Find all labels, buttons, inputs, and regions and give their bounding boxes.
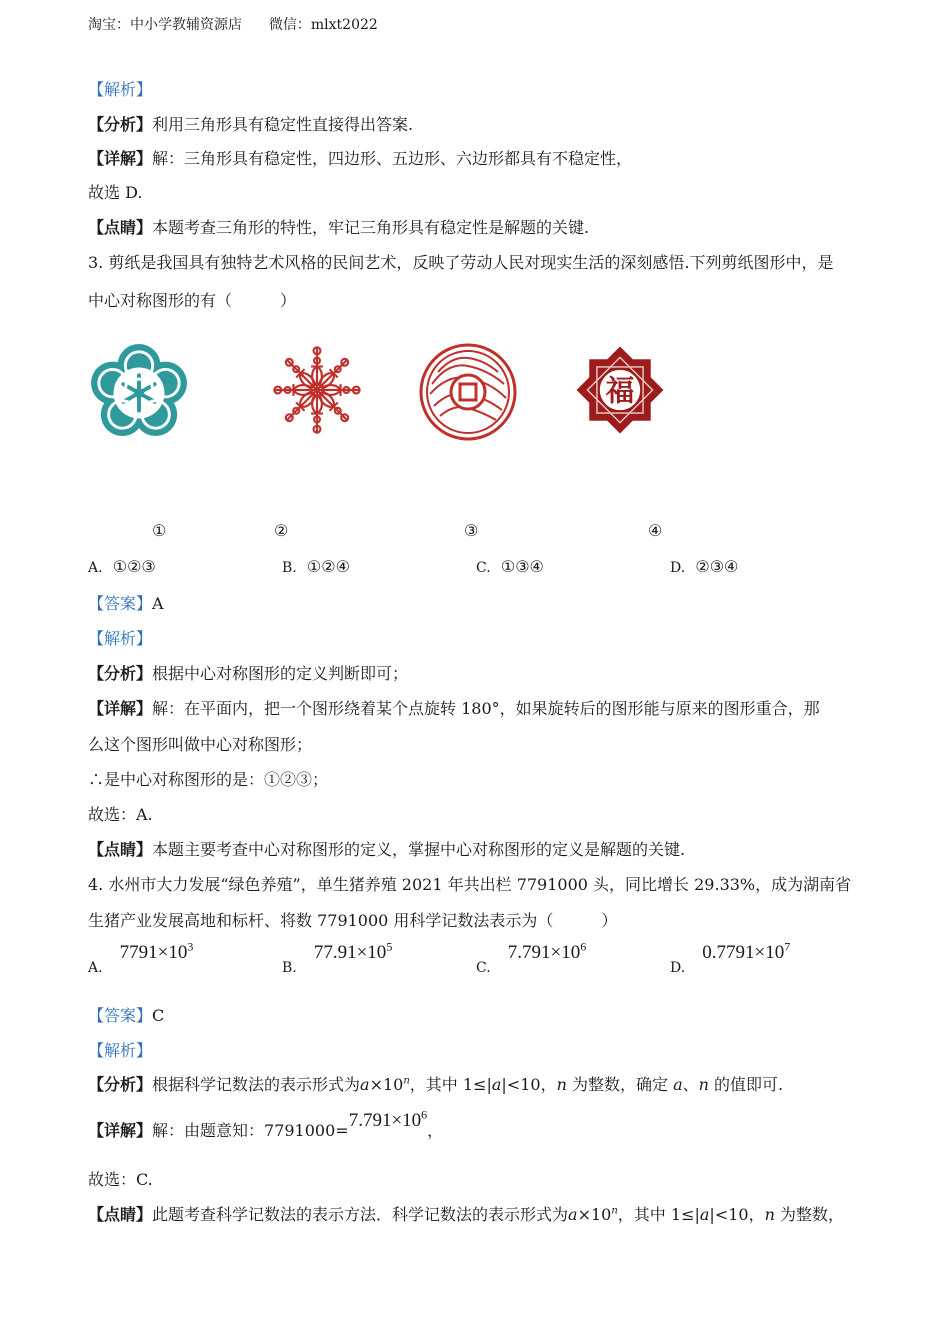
q3-xiangjie-line1: 【详解】解：在平面内，把一个图形绕着某个点旋转 180°，如果旋转后的图形能与原来的图形重合，那 [88, 699, 820, 718]
fig-label-2: ② [274, 521, 289, 540]
q2-dianjing [88, 215, 589, 238]
fu-character-paper-cut-icon [572, 342, 668, 438]
q3-dianjing: 【点睛】本题主要考查中心对称图形的定义，掌握中心对称图形的定义是解题的关键. [88, 840, 686, 859]
q3-xiangjie-line2: 么这个图形叫做中心对称图形； [88, 735, 313, 754]
q3-fenxi: 【分析】根据中心对称图形的定义判断即可； [88, 664, 409, 683]
q4-xiangjie: 【详解】解：由题意知：$7791000=7.791\times 10^6$， [88, 1108, 444, 1141]
q4-option-b: B. $77.91\times 10^5$ [282, 940, 393, 977]
snowflake-paper-cut-icon [268, 340, 366, 440]
q4-option-d: D. $0.7791\times 10^7$ [670, 940, 791, 977]
dianjing-text: 本题考查三角形的特性，牢记三角形具有稳定性是解题的关键. [152, 218, 590, 237]
q4-fenxi: 【分析】根据科学记数法的表示形式为$a\times 10^n$，其中 1≤|a|<10，n 为整数，确定 a、n 的值即可. [88, 1075, 784, 1094]
q3-option-a: A. ①②③ [88, 557, 156, 576]
q3-option-c: C. ①③④ [476, 557, 544, 576]
q3-stem-line1: 3. 剪纸是我国具有独特艺术风格的民间艺术，反映了劳动人民对现实生活的深刻感悟.下列剪纸图形中，是 [88, 253, 834, 272]
fu-character: 福 [605, 373, 635, 408]
round-coin-paper-cut-icon [418, 342, 518, 442]
q2-choice: 故选 D. [88, 183, 143, 202]
q4-choice: 故选：C. [88, 1170, 153, 1189]
xiangjie-text: 解：三角形具有稳定性，四边形、五边形、六边形都具有不稳定性， [152, 149, 633, 168]
q4-answer: 【答案】C [88, 1006, 165, 1025]
q3-option-b: B. ①②④ [282, 557, 350, 576]
fenxi-tag: 【分析】 [88, 115, 153, 134]
q3-option-d: D. ②③④ [670, 557, 739, 576]
q2-analysis-tag: 【解析】 [88, 80, 153, 99]
q3-therefore: ∴是中心对称图形的是：①②③； [88, 770, 329, 789]
shop-name: 淘宝：中小学教辅资源店 [88, 17, 242, 33]
q2-xiangjie [88, 146, 632, 169]
plum-blossom-paper-cut-icon [90, 344, 188, 438]
q4-option-a: A. $7791\times 10^3$ [88, 940, 194, 977]
q3-stem-line2: 中心对称图形的有（ ） [88, 291, 297, 310]
wechat-id: 微信：mlxt2022 [268, 17, 378, 33]
answer-value: A [152, 594, 164, 613]
q4-stem-line2: 生猪产业发展高地和标杆、将数 7791000 用科学记数法表示为（ ） [88, 911, 618, 930]
q2-fenxi [88, 112, 413, 135]
q3-analysis-tag: 【解析】 [88, 629, 153, 648]
q4-option-c: C. $7.791\times 10^6$ [476, 940, 587, 977]
fenxi-text: 利用三角形具有稳定性直接得出答案. [152, 115, 414, 134]
fig-label-3: ③ [464, 521, 479, 540]
q4-dianjing: 【点睛】此题考查科学记数法的表示方法．科学记数法的表示形式为$a\times 10^n$，其中 1≤|a|<10，n 为整数， [88, 1205, 844, 1224]
dianjing-tag: 【点睛】 [88, 218, 153, 237]
fig-label-4: ④ [648, 521, 663, 540]
page-header [88, 14, 378, 34]
q4-analysis-tag: 【解析】 [88, 1041, 153, 1060]
q3-answer [88, 591, 164, 614]
fig-label-1: ① [152, 521, 167, 540]
q4-stem-line1: 4. 水州市大力发展“绿色养殖”，单生猪养殖 2021 年共出栏 7791000 头，同比增长 29.33%，成为湖南省 [88, 875, 852, 894]
q3-choice: 故选：A. [88, 805, 153, 824]
xiangjie-tag: 【详解】 [88, 149, 153, 168]
answer-tag: 【答案】 [88, 594, 153, 613]
